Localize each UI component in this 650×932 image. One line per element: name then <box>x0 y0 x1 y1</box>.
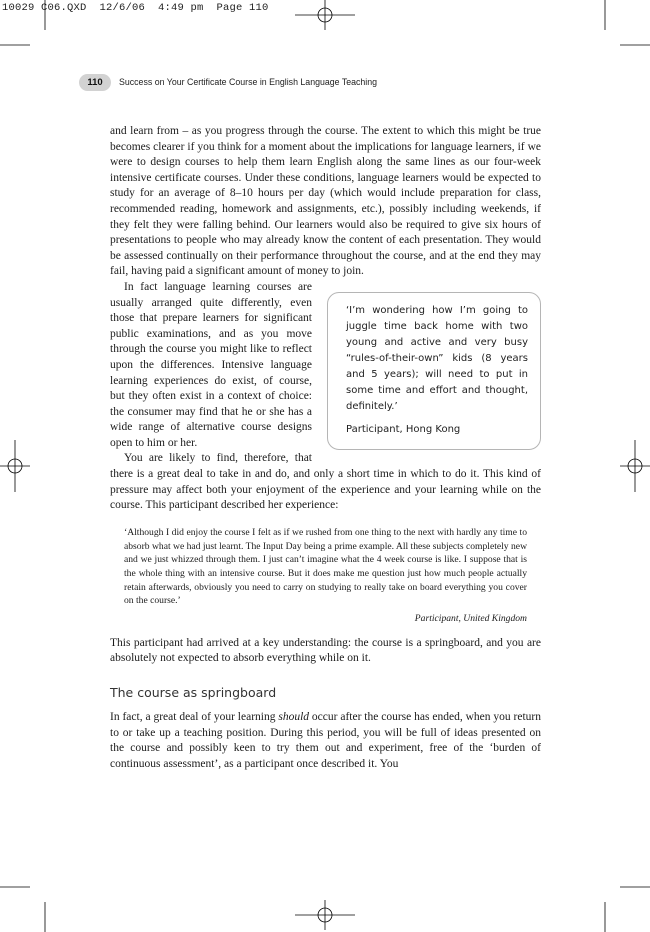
paragraph-4: This participant had arrived at a key understanding: the course is a springboard, and you are absolutely not expected to absorb everything while on it. <box>110 636 541 665</box>
participant-quote-text: ‘Although I did enjoy the course I felt as if we rushed from one thing to the next with hardly any time to absorb what we had just learnt. The Input Day being a prime example. All these subjects completely new and we just whizzed through them. I just can’t imagine what the 4 week course is like. I suppose that is the whole thing with an intensive course. But it does make me question just how much people actually retain afterwards, obviously you need to carry on studying to really take on board everything you cover on the course.’ <box>124 526 527 607</box>
crop-mark-top-left <box>0 0 45 45</box>
sidebar-quote-box <box>327 292 541 450</box>
registration-mark-right <box>620 440 650 492</box>
registration-mark-bottom <box>295 900 355 930</box>
section-with-sidebar <box>110 280 541 514</box>
registration-mark-left <box>0 440 30 492</box>
page-header <box>79 73 377 91</box>
paragraph-5 <box>110 710 541 772</box>
participant-quote-attribution: Participant, United Kingdom <box>414 613 527 625</box>
paragraph-2-text: In fact language learning courses are usually arranged quite differently, even those that prepare learners for significant public examinations, and as you move through the course you might like to reflect upon the differences. Intensive language learning experiences do exist, of course, but they often exist in a context of choice: the consumer may find that he or she has a wide range of alternative course designs open to him or her. <box>110 280 312 449</box>
sidebar-quote-text: ‘I’m wondering how I’m going to juggle time back home with two young and active and very busy “rules-of-their-own” kids (8 years and 5 years); will need to put in some time and effort and thought, definitely.’ <box>346 304 528 412</box>
section-heading: The course as springboard <box>110 684 277 700</box>
paragraph-5-emphasis: should <box>278 710 310 723</box>
registration-mark-top <box>295 0 355 30</box>
crop-mark-top-right <box>605 0 650 45</box>
page-number-badge: 110 <box>79 74 111 91</box>
paragraph-5-end: occur after the course has ended, when you return to or take up a teaching position. During this period, you will be full of ideas presented on the course and possibly keen to try them out and experiment, free of the ‘burden of continuous assessment’, as a participant once described it. You <box>110 710 541 770</box>
body-text <box>110 124 541 772</box>
paragraph-1: and learn from – as you progress through the course. The extent to which this might be true becomes clearer if you think for a moment about the implications for language learners, if we were to design courses to help them learn English along the same lines as our four-week intensive certificate courses. Under these conditions, language learners would be expected to study for an average of 8–10 hours per day (which would include preparation for class, recommended reading, homework and assignments, etc.), possibly including weekends, if they felt they were falling behind. Our learners would also be required to give six hours of presentations to people who may already know the content of each presentation. They would be assessed continually on their performance throughout the course, and at the end they may fail, having paid a significant amount of money to join. <box>110 125 541 278</box>
sidebar-quote-attribution: Participant, Hong Kong <box>346 423 461 435</box>
paragraph-3: You are likely to find, therefore, that there is a great deal to take in and do, and only a short time in which to do it. This kind of pressure may affect both your enjoyment of the experience and your learning while on the course. This participant described her experience: <box>110 452 541 512</box>
running-title: Success on Your Certificate Course in English Language Teaching <box>119 77 378 87</box>
print-slug: 10029 C06.QXD 12/6/06 4:49 pm Page 110 <box>2 2 269 14</box>
crop-mark-bottom-right <box>605 887 650 932</box>
paragraph-5-start: In fact, a great deal of your learning <box>110 710 279 723</box>
participant-quote <box>124 526 527 626</box>
crop-mark-bottom-left <box>0 887 45 932</box>
